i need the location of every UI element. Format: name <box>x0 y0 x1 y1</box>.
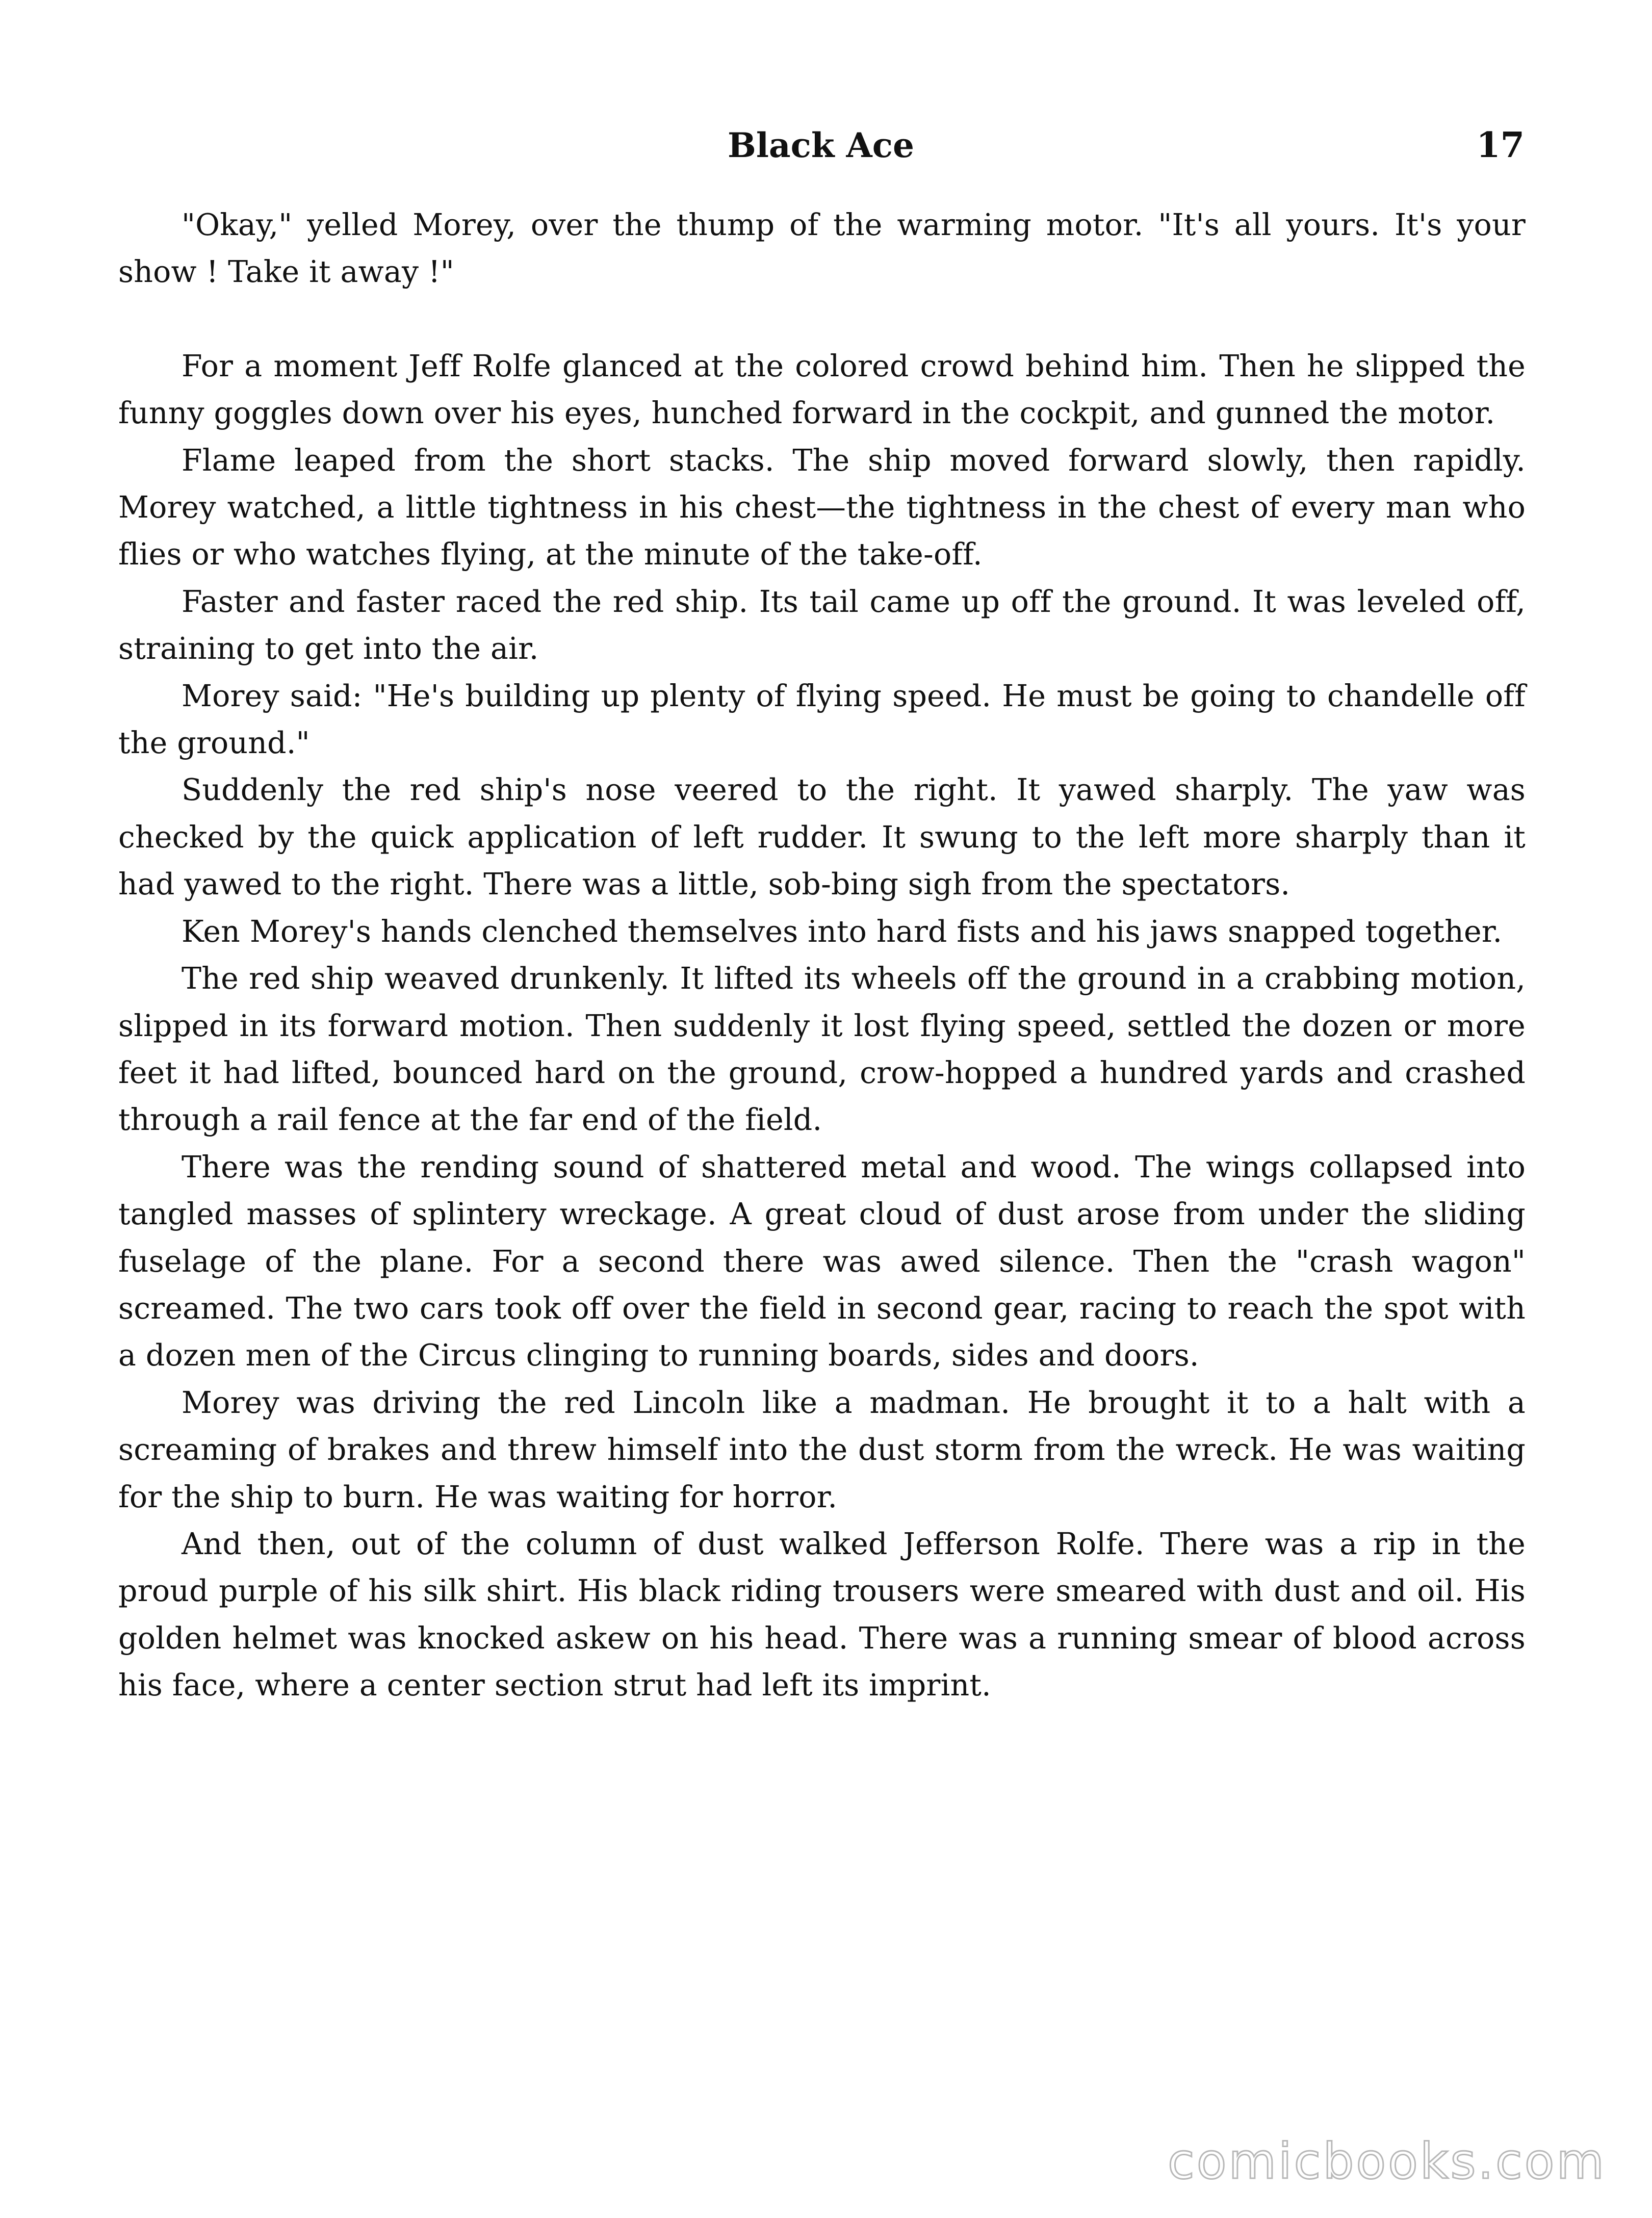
paragraph: The red ship weaved drunkenly. It lifted its wheels off the ground in a crabbing motion, slipped in its forward motion. Then suddenly it lost flying speed, settled the dozen or more feet it had lifted, bounced hard on the ground, crow-hopped a hundred yards and crashed through a rail fence at the far end of the field. <box>118 961 1526 1138</box>
paragraph: Faster and faster raced the red ship. Its tail came up off the ground. It was leveled off, straining to get into the air. <box>118 584 1526 666</box>
paragraph: Flame leaped from the short stacks. The ship moved forward slowly, then rapidly. Morey watched, a little tightness in his chest—the tightness in the chest of every man who flies or who watches flying, at the minute of the take-off. <box>118 443 1526 572</box>
watermark: comicbooks.com <box>1167 2133 1606 2190</box>
paragraph: There was the rending sound of shattered metal and wood. The wings collapsed into tangled masses of splintery wreckage. A great cloud of dust arose from under the sliding fuselage of the plane. For a second there was awed silence. Then the "crash wagon" screamed. The two cars took off over the field in second gear, racing to reach the spot with a dozen men of the Circus clinging to running boards, sides and doors. <box>118 1149 1526 1373</box>
paragraph: For a moment Jeff Rolfe glanced at the colored crowd behind him. Then he slipped the funny goggles down over his eyes, hunched forward in the cockpit, and gunned the motor. <box>118 348 1526 431</box>
page-number: 17 <box>1476 125 1525 166</box>
running-head <box>117 120 1525 171</box>
paragraph: And then, out of the column of dust walked Jefferson Rolfe. There was a rip in the proud purple of his silk shirt. His black riding trousers were smeared with dust and oil. His golden helmet was knocked askew on his head. There was a running smear of blood across his face, where a center section strut had left its imprint. <box>118 1526 1526 1703</box>
paragraph: Ken Morey's hands clenched themselves into hard fists and his jaws snapped together. <box>182 914 1503 949</box>
paragraph: "Okay," yelled Morey, over the thump of the warming motor. "It's all yours. It's your show ! Take it away !" <box>118 208 1526 290</box>
paragraph: Suddenly the red ship's nose veered to the right. It yawed sharply. The yaw was checked by the quick application of left rudder. It swung to the left more sharply than it had yawed to the right. There was a little, sob-bing sigh from the spectators. <box>118 772 1526 902</box>
paragraph: Morey said: "He's building up plenty of flying speed. He must be going to chandelle off the ground." <box>118 678 1526 761</box>
body-text <box>118 201 1526 1709</box>
running-title: Black Ace <box>728 125 914 165</box>
paragraph: Morey was driving the red Lincoln like a madman. He brought it to a halt with a screaming of brakes and threw himself into the dust storm from the wreck. He was waiting for the ship to burn. He was waiting for horror. <box>118 1385 1526 1514</box>
